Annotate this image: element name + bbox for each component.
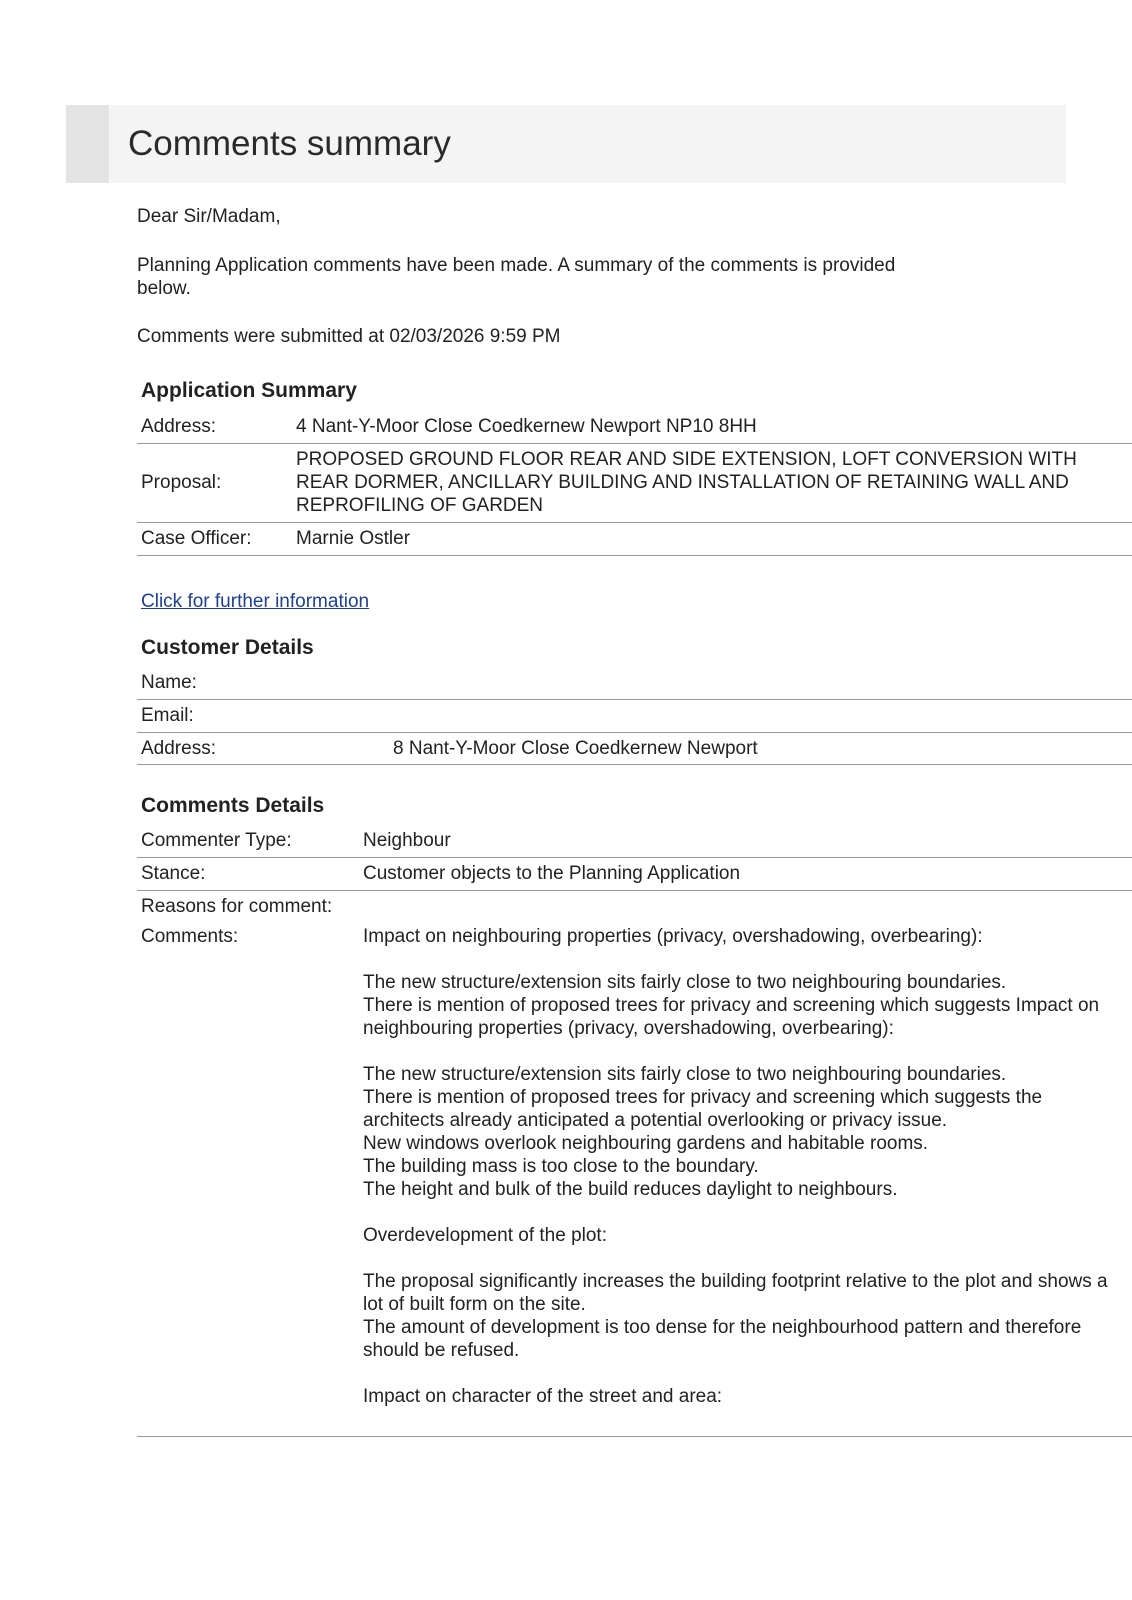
comments-label: Comments: [137,923,359,1437]
name-label: Name: [137,666,389,699]
application-summary-table [137,410,1132,556]
case-officer-value: Marnie Ostler [292,522,1132,555]
comments-details-table [137,824,1132,1437]
table-row [137,890,1132,923]
comments-body [363,923,1128,1436]
header-accent-bar [66,105,109,183]
table-row [137,522,1132,555]
further-information-link[interactable]: Click for further information [141,591,370,612]
table-row [137,824,1132,857]
stance-value: Customer objects to the Planning Application [359,857,1132,890]
comments-value [359,923,1132,1437]
comment-paragraph: Impact on neighbouring properties (privacy, overshadowing, overbearing): [363,926,983,947]
comment-paragraph: The proposal significantly increases the building footprint relative to the plot and shows a lot of built form on the site. The amount of development is too dense for the neighbourhood pattern and therefore should be refused. [363,1271,1108,1361]
table-row [137,410,1132,443]
table-row [137,666,1132,699]
submitted-text: Comments were submitted at 02/03/2026 9:59 PM [137,326,561,347]
comment-paragraph: Overdevelopment of the plot: [363,1225,607,1246]
reasons-label: Reasons for comment: [141,896,333,918]
table-row [137,923,1132,1437]
table-row [137,443,1132,522]
stance-label: Stance: [137,857,359,890]
intro-text: Planning Application comments have been made. A summary of the comments is provided below. [137,255,896,299]
reasons-value [359,890,1132,923]
case-officer-label: Case Officer: [137,522,292,555]
customer-details-table [137,666,1132,765]
greeting: Dear Sir/Madam, [137,206,281,227]
address-value: 4 Nant-Y-Moor Close Coedkernew Newport NP10 8HH [292,410,1132,443]
address-label: Address: [137,410,292,443]
customer-address-value: 8 Nant-Y-Moor Close Coedkernew Newport [389,732,1132,764]
name-value [389,666,1132,699]
customer-details-heading: Customer Details [141,636,314,659]
proposal-label: Proposal: [137,443,292,522]
commenter-type-label: Commenter Type: [137,824,359,857]
comment-paragraph: Impact on character of the street and area: [363,1386,723,1407]
table-row [137,732,1132,764]
table-row [137,699,1132,732]
email-value [389,699,1132,732]
application-summary-heading: Application Summary [141,379,357,402]
table-row [137,857,1132,890]
comments-details-heading: Comments Details [141,794,325,817]
commenter-type-value: Neighbour [359,824,1132,857]
comment-paragraph: The new structure/extension sits fairly close to two neighbouring boundaries. There is mention of proposed trees for privacy and screening which suggests the architects already anticipated a potential overlooking or privacy issue. New windows overlook neighbouring gardens and habitable rooms. The building mass is too close to the boundary. The height and bulk of the build reduces daylight to neighbours. [363,1064,1043,1200]
comment-paragraph: The new structure/extension sits fairly close to two neighbouring boundaries. There is mention of proposed trees for privacy and screening which suggests Impact on neighbouring properties (privacy, overshadowing, overbearing): [363,972,1100,1039]
email-label: Email: [137,699,389,732]
proposal-value: PROPOSED GROUND FLOOR REAR AND SIDE EXTENSION, LOFT CONVERSION WITH REAR DORMER, ANCILLARY BUILDING AND INSTALLATION OF RETAINING WALL AND REPROFILING OF GARDEN [292,443,1132,522]
page-header [66,105,1066,183]
page-title: Comments summary [128,124,451,163]
customer-address-label: Address: [137,732,389,764]
